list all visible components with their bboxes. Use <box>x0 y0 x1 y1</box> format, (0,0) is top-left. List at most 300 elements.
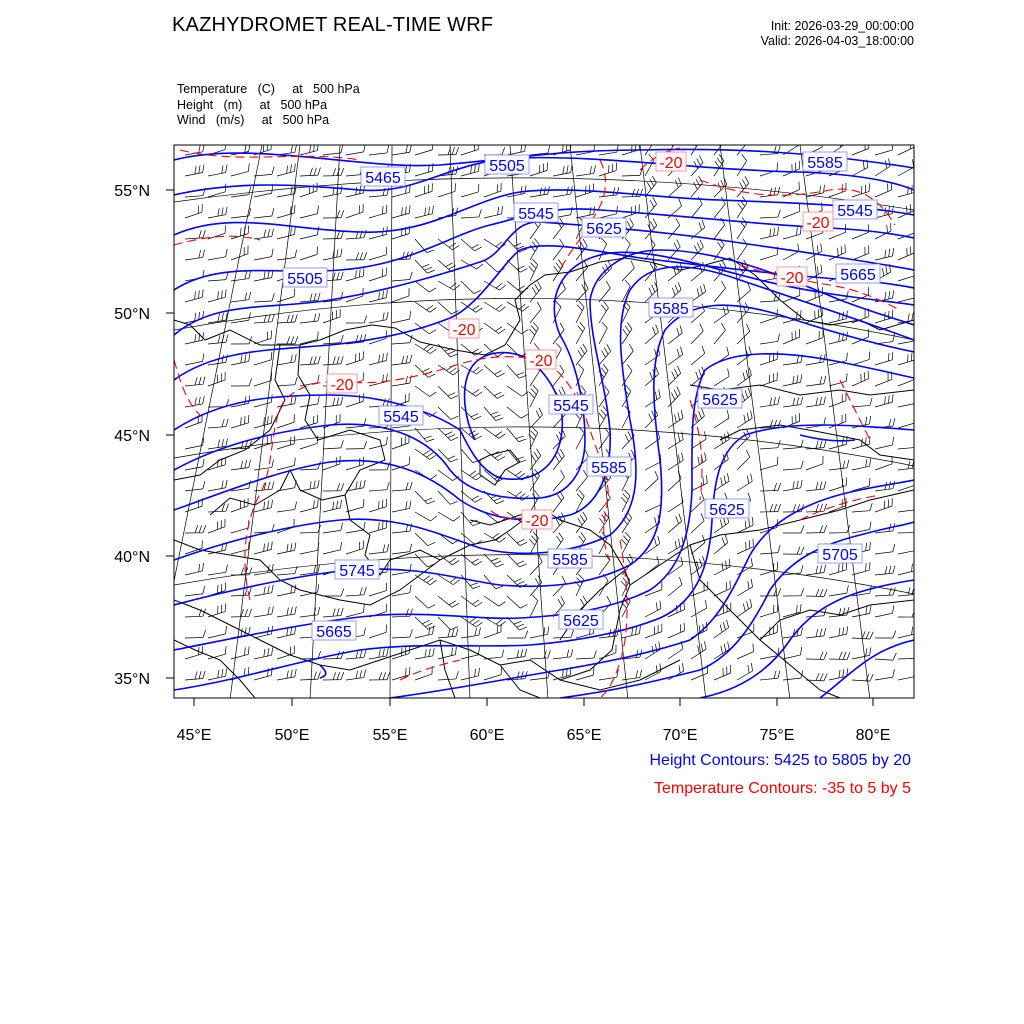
wind-barb <box>438 428 458 441</box>
wind-barb <box>530 186 549 197</box>
wind-barb <box>783 374 802 386</box>
wind-barb <box>898 477 915 491</box>
wind-barb <box>323 356 343 365</box>
wind-barb <box>691 492 704 512</box>
wind-barb <box>369 624 386 638</box>
wind-barb <box>737 663 753 680</box>
wind-barb <box>346 441 367 449</box>
wind-barb <box>576 427 584 449</box>
temperature-contour-label: -20 <box>525 513 549 530</box>
wind-barb <box>369 482 389 491</box>
wind-barb <box>277 145 297 155</box>
wind-barb <box>783 647 802 659</box>
wind-barb <box>875 605 894 617</box>
wind-barb <box>461 668 480 680</box>
wind-barb <box>553 630 574 638</box>
wind-barb <box>760 209 780 218</box>
wind-barb <box>806 417 825 428</box>
wind-barb <box>737 517 753 533</box>
wind-barb <box>185 609 205 617</box>
wind-barb <box>783 588 804 596</box>
wind-barb <box>300 435 318 449</box>
wind-barb <box>668 262 682 281</box>
wind-barb <box>185 377 205 386</box>
wind-barb <box>806 396 825 407</box>
wind-barb <box>783 329 800 344</box>
wind-barb <box>300 206 318 218</box>
height-contour-label: 5625 <box>586 221 622 238</box>
wind-barb <box>737 239 747 260</box>
wind-barb <box>737 474 752 491</box>
wind-barb <box>323 249 342 260</box>
wind-barb <box>898 502 918 512</box>
temperature-contour-label: -20 <box>452 322 476 339</box>
wind-barb <box>645 390 660 407</box>
wind-barb <box>185 525 206 533</box>
wind-barb <box>576 322 585 344</box>
wind-barb <box>691 346 705 365</box>
wind-barb <box>737 411 752 428</box>
wind-barb <box>668 514 682 533</box>
init-time: Init: 2026-03-29_00:00:00 <box>770 19 914 33</box>
wind-barb <box>484 323 505 333</box>
wind-barb <box>438 596 459 607</box>
lon-label: 70°E <box>662 727 698 744</box>
field-temperature: Temperature (C) at 500 hPa <box>177 82 360 96</box>
wind-barb <box>461 184 479 197</box>
wind-barb <box>529 322 538 344</box>
wind-barb <box>484 365 505 377</box>
wind-barb <box>461 142 479 155</box>
wind-barb <box>369 583 387 596</box>
wind-barb <box>208 646 226 659</box>
wind-barb <box>737 539 753 554</box>
wind-barb <box>346 457 364 470</box>
wind-barb <box>806 265 822 281</box>
wind-barb <box>599 344 611 365</box>
wind-barb <box>254 229 274 239</box>
wind-barb <box>806 376 826 386</box>
wind-barb <box>829 498 846 512</box>
wind-barb <box>392 375 411 386</box>
wind-barb <box>622 323 632 344</box>
lon-label: 80°E <box>855 727 891 744</box>
temperature-contour-label: -20 <box>330 377 354 394</box>
wind-barb <box>300 542 319 554</box>
wind-barb <box>645 454 661 470</box>
wind-barb <box>875 182 892 197</box>
wind-barb <box>300 607 320 617</box>
wind-barb <box>668 471 681 491</box>
wind-barb <box>783 226 801 239</box>
wind-barb <box>346 252 367 260</box>
wind-barb <box>507 631 528 638</box>
wind-barb <box>185 563 204 575</box>
wind-barb <box>507 428 526 442</box>
wind-barb <box>737 450 750 470</box>
wind-barb <box>599 281 610 302</box>
wind-barb <box>323 608 343 617</box>
wind-barb <box>254 564 273 575</box>
wind-barb <box>392 288 409 302</box>
wind-barb <box>208 626 227 638</box>
wind-barb <box>484 533 506 542</box>
wind-barb <box>553 186 572 197</box>
wind-barb <box>852 224 869 239</box>
wind-barb <box>783 161 800 176</box>
wind-barb <box>254 647 273 659</box>
wind-barb <box>599 669 618 680</box>
wind-barb <box>208 480 227 491</box>
wind-barb <box>415 491 435 504</box>
height-contour-label: 5625 <box>563 613 599 630</box>
wind-barb <box>599 301 608 323</box>
wind-barb <box>369 205 387 218</box>
wind-barb <box>737 579 753 596</box>
wind-barb <box>576 301 584 323</box>
wind-barb <box>852 436 870 449</box>
height-contour-label: 5545 <box>518 206 554 223</box>
wind-barb <box>714 535 728 554</box>
wind-barb <box>898 371 915 386</box>
wind-barb <box>484 449 505 460</box>
wind-barb <box>852 371 869 386</box>
wind-barb <box>208 564 227 575</box>
height-contour-label: 5585 <box>807 155 843 172</box>
wind-barb <box>369 267 387 281</box>
wind-barb <box>668 410 683 428</box>
wind-barb <box>714 323 725 344</box>
wind-barb <box>783 203 800 218</box>
wind-barb <box>438 407 458 419</box>
height-contour-label: 5585 <box>653 301 689 318</box>
wind-barb <box>415 302 436 312</box>
wind-barb <box>415 470 437 480</box>
wind-barb <box>323 335 343 344</box>
wind-barb <box>898 184 916 197</box>
wind-barb <box>438 491 458 504</box>
height-legend: Height Contours: 5425 to 5805 by 20 <box>649 752 911 769</box>
wind-barb <box>507 365 527 378</box>
wind-barb <box>277 502 297 512</box>
wind-barb <box>530 626 549 638</box>
wind-barb <box>806 673 827 681</box>
wind-barb <box>898 352 916 365</box>
wind-barb <box>737 154 747 176</box>
wind-barb <box>507 554 527 567</box>
map-title: KAZHYDROMET REAL-TIME WRF <box>172 14 494 36</box>
wind-barb <box>300 480 319 491</box>
wind-barb <box>760 504 781 512</box>
wind-barb <box>484 596 505 606</box>
wind-barb <box>461 617 482 627</box>
wind-barb <box>484 649 504 659</box>
wind-barb <box>438 647 456 659</box>
wind-barb <box>277 289 295 302</box>
wind-barb <box>392 482 412 491</box>
wind-barb <box>254 208 274 218</box>
wind-barb <box>484 554 504 567</box>
wind-barb <box>875 669 894 680</box>
wind-barb <box>760 604 778 617</box>
wind-barb <box>806 565 826 575</box>
wind-barb <box>231 187 251 197</box>
wind-barb <box>507 649 527 659</box>
wind-barb <box>277 377 297 386</box>
wind-barb <box>645 496 661 512</box>
height-contour-label: 5505 <box>287 271 323 288</box>
wind-barb <box>829 525 850 533</box>
wind-barb <box>277 186 296 197</box>
wind-barb <box>484 183 501 197</box>
wind-barb <box>277 336 298 344</box>
wind-barb <box>461 491 482 502</box>
wind-barb <box>645 325 658 344</box>
wind-barb <box>277 606 296 617</box>
wind-barb <box>254 415 272 428</box>
height-contour-label: 5665 <box>316 624 352 641</box>
wind-barb <box>691 513 704 533</box>
wind-barb <box>185 586 205 596</box>
wind-barb <box>392 144 411 155</box>
wind-barb <box>668 623 684 638</box>
wind-barb <box>461 596 482 607</box>
wind-barb <box>346 670 366 680</box>
wind-barb <box>346 315 367 323</box>
wind-barb <box>829 585 848 596</box>
wind-barb <box>852 160 868 176</box>
wind-barb <box>185 481 205 491</box>
wind-barb <box>875 498 892 512</box>
wind-barb <box>231 460 251 470</box>
wind-barb <box>323 542 342 554</box>
wind-barb <box>231 336 252 344</box>
wind-barb <box>254 460 274 470</box>
wind-barb <box>599 491 610 512</box>
wind-barb <box>691 324 703 344</box>
wind-barb <box>530 238 539 260</box>
wind-barb <box>323 500 341 512</box>
wind-barb <box>852 522 871 533</box>
lat-label: 50°N <box>114 306 150 323</box>
wind-barb <box>185 204 202 218</box>
height-contour-label: 5505 <box>489 158 525 175</box>
wind-barb <box>553 449 564 470</box>
wind-barb <box>852 398 872 407</box>
wind-barb <box>898 203 914 218</box>
wind-barb <box>852 503 872 512</box>
wind-barb <box>208 419 228 428</box>
temperature-contour-label: -20 <box>659 155 683 172</box>
wind-barb <box>392 205 410 218</box>
wind-barb <box>599 532 607 554</box>
wind-barb <box>300 356 320 365</box>
wind-barb <box>461 407 481 420</box>
wind-barb <box>415 142 433 155</box>
wind-barb <box>714 559 730 575</box>
wind-barb <box>714 134 725 155</box>
field-height: Height (m) at 500 hPa <box>177 97 328 112</box>
wind-barb <box>829 652 850 660</box>
wind-barb <box>760 146 780 155</box>
wind-barb <box>277 436 295 449</box>
wind-barb <box>438 470 459 481</box>
wind-barb <box>231 292 251 302</box>
wind-barb <box>415 365 435 377</box>
wind-barb <box>300 246 317 260</box>
lon-label: 75°E <box>759 727 795 744</box>
wind-barb <box>231 415 249 428</box>
wind-barb <box>415 386 436 396</box>
wind-barb <box>254 352 272 365</box>
wind-barb <box>529 385 538 407</box>
wind-barb <box>691 641 706 659</box>
wind-barb <box>254 373 272 386</box>
wind-barb <box>875 418 895 428</box>
field-wind: Wind (m/s) at 500 hPa <box>177 113 330 127</box>
wind-barb <box>599 238 607 260</box>
wind-barb <box>277 227 295 239</box>
wind-barb <box>714 620 729 638</box>
wind-barb <box>852 647 871 659</box>
wind-barb <box>208 372 225 386</box>
wind-barb <box>484 575 503 589</box>
wind-barb <box>231 567 252 575</box>
wind-barb <box>737 176 749 197</box>
wind-barb <box>875 223 891 239</box>
wind-barb <box>599 206 618 218</box>
wind-barb <box>714 281 725 302</box>
wind-barb <box>346 185 365 197</box>
wind-barb <box>760 545 780 554</box>
wind-barb <box>622 261 634 281</box>
wind-barb <box>438 512 460 521</box>
wind-barb <box>392 501 411 512</box>
wind-barb <box>898 139 914 155</box>
wind-barb <box>300 331 318 344</box>
wind-barb <box>507 260 527 272</box>
wind-barb <box>668 494 683 512</box>
wind-barb <box>645 664 661 680</box>
wind-barb <box>875 631 896 638</box>
wind-barb <box>484 147 505 155</box>
wind-barb <box>575 574 584 596</box>
wind-barb <box>599 322 607 344</box>
wind-barb <box>760 397 779 407</box>
wind-barb <box>691 600 707 617</box>
wind-barb <box>507 407 528 418</box>
wind-barb <box>208 289 226 302</box>
wind-barb <box>668 453 683 470</box>
wind-barb <box>714 369 729 386</box>
wind-barb <box>576 344 587 365</box>
wind-barb <box>852 631 873 639</box>
wind-barb <box>553 470 565 491</box>
wind-barb <box>277 645 295 659</box>
wind-barb <box>415 533 435 546</box>
wind-barb <box>691 197 702 218</box>
wind-barb <box>576 166 596 176</box>
wind-barb <box>576 260 588 281</box>
wind-barb <box>300 671 320 680</box>
wind-barb <box>346 587 366 596</box>
wind-barb <box>898 651 919 659</box>
wind-barb <box>852 458 871 470</box>
wind-barb <box>231 646 249 659</box>
wind-barb <box>438 147 459 155</box>
wind-barb <box>645 176 656 197</box>
wind-barb <box>553 260 563 281</box>
wind-barb <box>737 599 752 617</box>
wind-barb <box>806 330 823 344</box>
wind-barb <box>415 183 432 197</box>
wind-barb <box>415 512 437 521</box>
wind-barb <box>668 347 683 365</box>
wind-barb <box>875 456 892 470</box>
temperature-contour-label: -20 <box>529 353 553 370</box>
wind-barb <box>714 432 729 449</box>
wind-barb <box>392 667 410 680</box>
wind-barb <box>875 158 890 176</box>
wind-barb <box>691 133 701 155</box>
wind-barb <box>277 414 294 428</box>
wind-barb <box>852 352 870 365</box>
wind-barb <box>760 562 778 575</box>
wind-barb <box>300 143 318 155</box>
wind-barb <box>484 667 502 680</box>
wind-barb <box>277 314 297 323</box>
wind-barb <box>806 525 827 533</box>
wind-barb <box>438 344 458 357</box>
wind-barb <box>254 541 272 554</box>
wind-barb <box>461 239 482 251</box>
wind-barb <box>783 547 804 554</box>
valid-time: Valid: 2026-04-03_18:00:00 <box>760 34 914 48</box>
wind-barb <box>760 372 777 386</box>
wind-barb <box>438 183 455 197</box>
wind-barb <box>599 645 616 659</box>
wind-barb <box>369 437 387 449</box>
wind-barb <box>392 272 412 281</box>
wind-barb <box>208 249 227 260</box>
wind-barb <box>576 512 587 533</box>
wind-barb <box>852 140 869 155</box>
wind-barb <box>530 162 547 176</box>
wind-barb <box>645 624 662 638</box>
wind-barb <box>277 669 296 680</box>
wind-barb <box>415 617 435 629</box>
wind-barb <box>323 440 343 449</box>
wind-barb <box>392 585 411 596</box>
lat-label: 35°N <box>114 671 150 688</box>
wind-barb <box>898 610 919 617</box>
wind-barb <box>668 577 682 596</box>
wind-barb <box>507 386 528 396</box>
wind-barb <box>553 165 572 176</box>
wind-barb <box>530 595 538 617</box>
height-contour-label: 5705 <box>822 547 858 564</box>
wind-barb <box>346 144 365 155</box>
wind-barb <box>369 544 389 554</box>
wind-barb <box>691 240 703 260</box>
wind-barb <box>231 163 249 176</box>
lon-label: 50°E <box>274 727 310 744</box>
wind-barb <box>323 309 340 323</box>
wind-barb <box>185 230 205 239</box>
lon-label: 65°E <box>566 727 602 744</box>
wind-barb <box>484 428 505 438</box>
wind-barb <box>369 672 390 680</box>
